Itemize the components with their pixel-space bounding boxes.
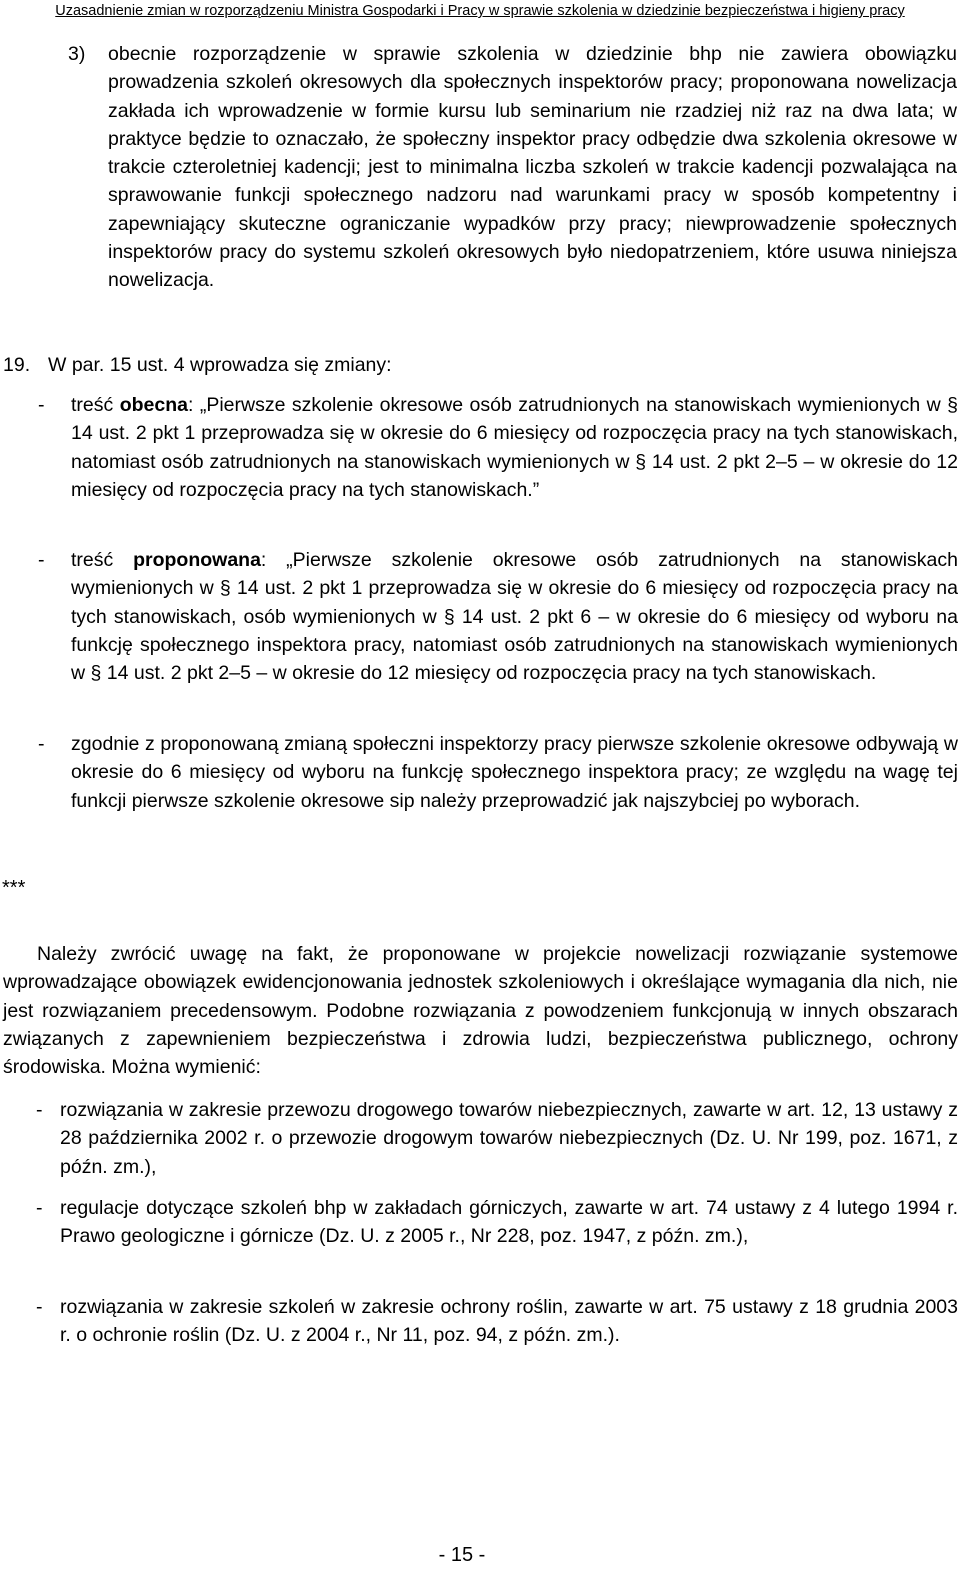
- section-separator: ***: [2, 877, 26, 899]
- bullet-dash: -: [36, 1099, 43, 1121]
- bullet-dash: -: [36, 1197, 43, 1219]
- page-number: - 15 -: [438, 1544, 486, 1566]
- proposed-quote: : „Pierwsze szkolenie okresowe osób zatrudnionych na stanowiskach wymienionych w § 14 ust. 2 pkt 1 przeprowadza się w okresie do 6 miesięcy od rozpoczęcia pracy na tych stanowiskach, osób wymienionych w § 14 ust. 2 pkt 6 – w okresie do 6 miesięcy od wyboru na funkcję społecznego inspektora pracy, natomiast osób zatrudnionych na stanowiskach wymienionych w § 14 ust. 2 pkt 2–5 – w okresie do 12 miesięcy od rozpoczęcia pracy na tych stanowiskach.: [71, 549, 958, 685]
- bullet-dash: -: [36, 1296, 43, 1318]
- bullet-prefix: treść: [71, 549, 134, 571]
- bullet-comment-text: zgodnie z proponowaną zmianą społeczni inspektorzy pracy pierwsze szkolenie okresowe odbywają w okresie do 6 miesięcy od wyboru na funkcję społecznego inspektora pracy; ze względu na wagę tej funkcji pierwsze szkolenie okresowe sip należy przeprowadzić jak najszybciej po wyborach.: [71, 733, 958, 812]
- item-19-marker: 19.: [3, 354, 31, 376]
- bullet-dash: -: [38, 549, 45, 571]
- proposed-label: proponowana: [133, 549, 261, 571]
- list-item: regulacje dotyczące szkoleń bhp w zakładach górniczych, zawarte w art. 74 ustawy z 4 lutego 1994 r. Prawo geologiczne i górnicze (Dz. U. z 2005 r., Nr 228, poz. 1947, z późn. zm.),: [60, 1197, 958, 1248]
- list-item: rozwiązania w zakresie szkoleń w zakresie ochrony roślin, zawarte w art. 75 ustawy z 18 grudnia 2003 r. o ochronie roślin (Dz. U. z 2004 r., Nr 11, poz. 94, z późn. zm.).: [60, 1296, 958, 1347]
- list-item: rozwiązania w zakresie przewozu drogowego towarów niebezpiecznych, zawarte w art. 12, 13 ustawy z 28 października 2002 r. o przewozie drogowym towarów niebezpiecznych (Dz. U. Nr 199, poz. 1671, z późn. zm.),: [60, 1099, 958, 1178]
- item-19-heading: W par. 15 ust. 4 wprowadza się zmiany:: [48, 354, 392, 376]
- bullet-prefix: treść: [71, 394, 120, 416]
- closing-paragraph: Należy zwrócić uwagę na fakt, że proponowane w projekcie nowelizacji rozwiązanie systemowe wprowadzające obowiązek ewidencjonowania jednostek szkoleniowych i określające wymagania dla nich, nie jest rozwiązaniem precedensowym. Podobne rozwiązania z powodzeniem funkcjonują w innych obszarach związanych z zapewnieniem bezpieczeństwa i zdrowia ludzi, bezpieczeństwa publicznego, ochrony środowiska. Można wymienić:: [3, 943, 958, 1079]
- item-3-text: obecnie rozporządzenie w sprawie szkolenia w dziedzinie bhp nie zawiera obowiązku prowadzenia szkoleń okresowych dla społecznych inspektorów pracy; proponowana nowelizacja zakłada ich wprowadzenie w formie kursu lub seminarium nie rzadziej niż raz na dwa lata; w praktyce będzie to oznaczało, że społeczny inspektor pracy odbędzie dwa szkolenia okresowe w trakcie czteroletniej kadencji; jest to minimalna liczba szkoleń w trakcie kadencji pozwalająca na sprawowanie funkcji społecznego nadzoru nad warunkami pracy w sposób kompetentny i zapewniający skuteczne ograniczanie wypadków przy pracy; niewprowadzenie społecznych inspektorów pracy do systemu szkoleń okresowych było niedopatrzeniem, które usuwa niniejsza nowelizacja.: [108, 43, 957, 292]
- bullet-current-text: [71, 391, 958, 504]
- running-header: Uzasadnienie zmian w rozporządzeniu Ministra Gospodarki i Pracy w sprawie szkolenia w dziedzinie bezpieczeństwa i higieny pracy: [55, 3, 905, 19]
- bullet-dash: -: [38, 733, 45, 755]
- item-3-marker: 3): [68, 43, 86, 65]
- bullet-proposed-text: [71, 546, 958, 687]
- current-quote: : „Pierwsze szkolenie okresowe osób zatrudnionych na stanowiskach wymienionych w § 14 ust. 2 pkt 1 przeprowadza się w okresie do 6 miesięcy od rozpoczęcia pracy na tych stanowiskach, natomiast osób zatrudnionych na stanowiskach wymienionych w § 14 ust. 2 pkt 2–5 – w okresie do 12 miesięcy od rozpoczęcia pracy na tych stanowiskach.”: [71, 394, 958, 501]
- bullet-dash: -: [38, 394, 45, 416]
- current-label: obecna: [119, 394, 188, 416]
